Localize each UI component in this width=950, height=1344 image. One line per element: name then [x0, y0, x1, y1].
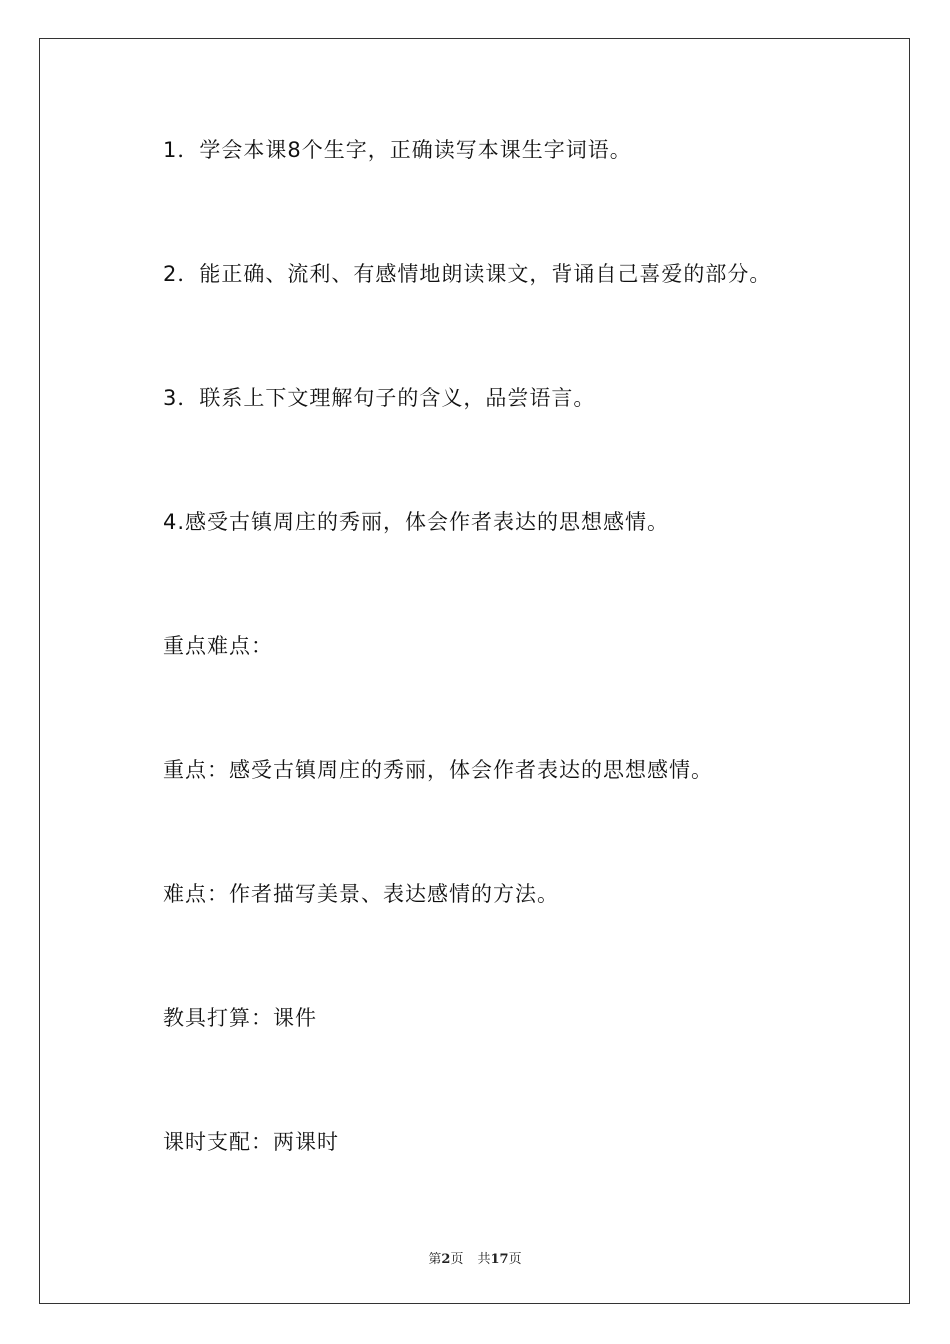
footer-page-suffix: 页	[450, 1252, 464, 1267]
footer-page-prefix: 第	[428, 1252, 442, 1267]
footer-total-pages: 17	[490, 1252, 509, 1267]
footer-total-suffix: 页	[508, 1252, 522, 1267]
key-point: 重点：感受古镇周庄的秀丽，体会作者表达的思想感情。	[163, 758, 713, 782]
page-frame	[39, 38, 910, 1304]
objective-2: 2．能正确、流利、有感情地朗读课文，背诵自己喜爱的部分。	[163, 262, 772, 286]
class-hours: 课时支配：两课时	[163, 1130, 339, 1154]
page-footer	[0, 1248, 950, 1267]
teaching-aids: 教具打算：课件	[163, 1006, 317, 1030]
difficulty-point: 难点：作者描写美景、表达感情的方法。	[163, 882, 559, 906]
objective-4: 4.感受古镇周庄的秀丽，体会作者表达的思想感情。	[163, 510, 670, 534]
key-difficulties-heading: 重点难点：	[163, 634, 273, 658]
objective-1: 1．学会本课8个生字，正确读写本课生字词语。	[163, 138, 632, 162]
footer-total-prefix: 共	[477, 1252, 491, 1267]
footer-page-number: 2	[441, 1252, 451, 1267]
objective-3: 3．联系上下文理解句子的含义，品尝语言。	[163, 386, 596, 410]
